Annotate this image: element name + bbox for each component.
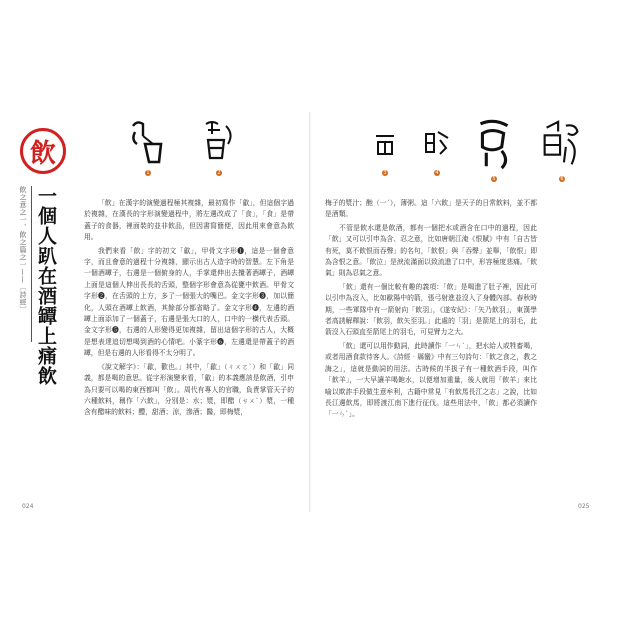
glyph-6-drawing <box>540 118 584 172</box>
chapter-title: 一個人趴在酒罈上痛飲 <box>35 186 57 386</box>
oracle-glyph-2 <box>198 118 240 182</box>
glyph-2-marker: 2 <box>217 170 221 176</box>
title-rule <box>31 186 32 342</box>
paragraph: 我們來看「飲」字的初文「歙」，甲骨文字形❶，這是一個會意字，而且會意的過程十分複雜，顯示出古人造字時的智慧。左下角是一個酒罈子，右邊是一個俯身的人，手掌還伸出去攪著酒罈子，酒罈上面是這個人伸出長長的舌頭，整個字形會意為從甕中飲酒。甲骨文字形❷，在舌頭的上方，多了一個張大的嘴巴。金文字形❸，加以簡化，人頭在酒罈上飲酒，其餘部分都省略了。金文字形❹，左邊的酒罈上面添加了一個蓋子，右邊是張大口的人，口中的一横代表舌頭。金文字形❺，右邊的人形變得更加複雜，留出這個字形的古人，大概是想表達追切想喝到酒的心情吧。小篆字形❻，左邊還是帶蓋子的酒罈，但是右邊的人形看得不太分明了。 <box>84 246 294 358</box>
page-number-right: 025 <box>578 503 590 510</box>
right-body-text <box>325 198 537 421</box>
glyph-6-marker: 6 <box>560 176 564 182</box>
paragraph: 梅子的漿汁；酏（一ˊ），薄粥。這「六飲」是天子的日常飲料，並不都是酒類。 <box>325 199 537 219</box>
glyph-5-drawing <box>472 118 516 172</box>
glyph-3-drawing <box>372 118 398 166</box>
paragraph: 《說文解字》：「歙，歡也。」其中，「歙」（ㄔㄨㄛˋ）和「歙」同義，都是喝的意思。從字形演變來看，「歙」的本義應該是飲酒，引申為只要可以喝的東西都叫「飲」。周代有專人的官職，負責掌管天子的六種飲料，稱作「六飲」，分別是：水；漿，即醋（ㄘㄨˋ）漿，一種含有醋味的飲料；醴，甜酒；涼，滲酒；醫，即梅漿， <box>84 362 294 417</box>
page-number-left: 024 <box>22 503 34 510</box>
bronze-glyph-4 <box>422 118 452 182</box>
seal-script-glyph-6 <box>540 118 584 182</box>
paragraph: 「飲」在漢字的演變過程極其複雜，最初寫作「歙」，但這個字過於複雜，在漢長的字形演變過程中，將左邊改成了「食」，「食」是帶蓋子的食器，裡面裝的並非飲品，但因書寫簡便，因此用來會意為飲用。 <box>84 199 294 242</box>
left-body-text <box>84 198 294 419</box>
paragraph: 「飲」還有一個比較有趣的義項：「飲」是喝進了肚子裡，因此可以引申為沒入，比如歐陽中的箭，張弓射進並沒入了身體內部。春秋時期，一些軍隊中有一箭射向「飲羽」，《遂安紀》：「矢乃飲羽」，東漢學者高誘解釋說：「飲羽，飲矢至羽。」此處的「羽」是箭尾上的羽毛，此箭沒入石頭直至箭尾上的羽毛，可見臂力之大。 <box>325 282 537 337</box>
glyph-4-drawing <box>422 118 452 166</box>
book-gutter <box>309 112 311 512</box>
seal-character: 飲 <box>20 128 66 174</box>
bronze-glyph-3 <box>372 118 398 182</box>
glyph-3-marker: 3 <box>383 170 387 176</box>
glyph-2-drawing <box>198 118 240 166</box>
chapter-subtitle: 飲之意之一、飲之篇之一——〔詩經〕 <box>19 186 27 314</box>
bronze-glyph-5 <box>472 118 516 182</box>
paragraph: 「飲」還可以用作動詞，此時讀作「一ㄣˋ」，把水給人或牲畜喝，或者用酒食款待客人。《詩經‧縣蠻》中有三句詩句：「飲之食之，教之誨之」，這就是動詞的用法。古時候的半扱子有一種飲酒手段，叫作「飲羊」，一大早讓羊喝飽水，以便增加重量，後人就用「飲羊」來比喻以欺詐手段做生意牟利，古籍中常見「有飲馬長江之志」之說，比如長江邊飲馬，即將渡江南下進行征伐。這些用法中，「飲」都必須讀作「一ㄣˋ」。 <box>325 341 537 419</box>
glyph-4-marker: 4 <box>435 170 439 176</box>
glyph-1-drawing <box>127 118 169 166</box>
glyph-1-marker: 1 <box>146 170 150 176</box>
glyph-5-marker: 5 <box>492 176 496 182</box>
oracle-glyph-1 <box>127 118 169 182</box>
paragraph: 不管是飲水還是飲酒，都有一個把水或酒含在口中的過程，因此「飲」又可以引申為含、忍之意，比如唐朝江淹《恨賦》中有「自古皆有死，莫不飲恨而吞聲」的名句，「飲恨」與「吞聲」並舉，「飲恨」即為含恨之意。「飲泣」是淚流滿面以致流進了口中，形容極度悲痛。「飲氣」則為忍氣之意。 <box>325 223 537 278</box>
